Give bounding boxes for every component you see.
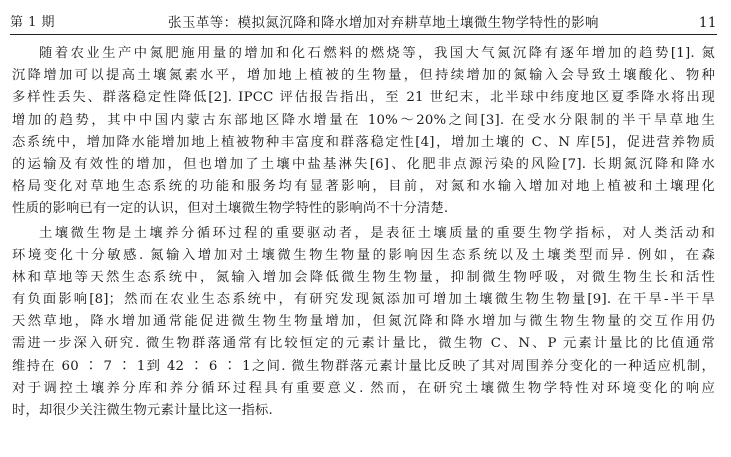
- text-line: 随着农业生产中氮肥施用量的增加和化石燃料的燃烧等，我国大气氮沉降有逐年增加的趋势[1]. 氮: [39, 46, 715, 61]
- text-line: 格局变化对草地生态系统的功能和服务均有显著影响，目前，对氮和水输入增加对地上植被和土壤理化: [12, 179, 715, 195]
- text-line: 需进一步深入研究. 微生物群落通常有比较恒定的元素计量比，微生物 C、N、P 元素计量比的比值通常: [12, 336, 715, 352]
- paragraph: [12, 43, 715, 221]
- page-number: 11: [698, 15, 717, 31]
- paragraph: [12, 223, 715, 423]
- header-title: 张玉革等：模拟氮沉降和降水增加对弃耕草地土壤微生物学特性的影响: [168, 15, 599, 31]
- text-line: 对于调控土壤养分库和养分循环过程具有重要意义. 然而，在研究土壤微生物学特性对环境变化的响应: [12, 380, 715, 396]
- body-text: [12, 43, 715, 422]
- text-line: 林和草地等天然生态系统中，氮输入增加会降低微生物生物量，抑制微生物呼吸，对微生物生长和活性: [12, 269, 715, 285]
- text-line: 天然草地，降水增加通常能促进微生物生物量增加，但氮沉降和降水增加与微生物生物量的交互作用仍: [12, 314, 715, 330]
- text-line: 态系统中，增加降水能增加地上植被物种丰富度和群落稳定性[4]，增加土壤的 C、N 库[5]，促进营养物质: [12, 134, 715, 150]
- issue-number: 第 1 期: [10, 15, 56, 30]
- text-line: 增加的趋势，其中中国内蒙古东部地区降水增量在 10%～20%之间[3]. 在受水分限制的半干旱草地生: [12, 112, 715, 128]
- text-line: 多样性丢失、群落稳定性降低[2]. IPCC 评估报告指出，至 21 世纪末，北半球中纬度地区夏季降水将出现: [12, 90, 715, 106]
- text-line: 时，却很少关注微生物元素计量比这一指标.: [12, 403, 273, 418]
- header-rule: [10, 34, 717, 35]
- text-line: 沉降增加可以提高土壤氮素水平，增加地上植被的生物量，但持续增加的氮输入会导致土壤酸化、物种: [12, 68, 715, 84]
- text-line: 的运输及有效性的增加，但也增加了土壤中盐基淋失[6]、化肥非点源污染的风险[7]. 长期氮沉降和降水: [12, 156, 715, 172]
- text-line: 性质的影响已有一定的认识，但对土壤微生物学特性的影响尚不十分清楚.: [12, 201, 449, 217]
- text-line: 有负面影响[8]；然而在农业生态系统中，有研究发现氮添加可增加土壤微生物生物量[9]. 在干旱-半干旱: [12, 292, 715, 308]
- text-line: 土壤微生物是土壤养分循环过程的重要驱动者，是表征土壤质量的重要生物学指标，对人类活动和: [39, 225, 715, 241]
- text-line: 环境变化十分敏感. 氮输入增加对土壤微生物生物量的影响因生态系统以及土壤类型而异. 例如，在森: [12, 247, 715, 263]
- text-line: 维持在 60 ∶ 7 ∶ 1到 42 ∶ 6 ∶ 1之间. 微生物群落元素计量比反映了其对周围养分变化的一种适应机制，: [12, 358, 715, 374]
- running-header: [10, 10, 717, 32]
